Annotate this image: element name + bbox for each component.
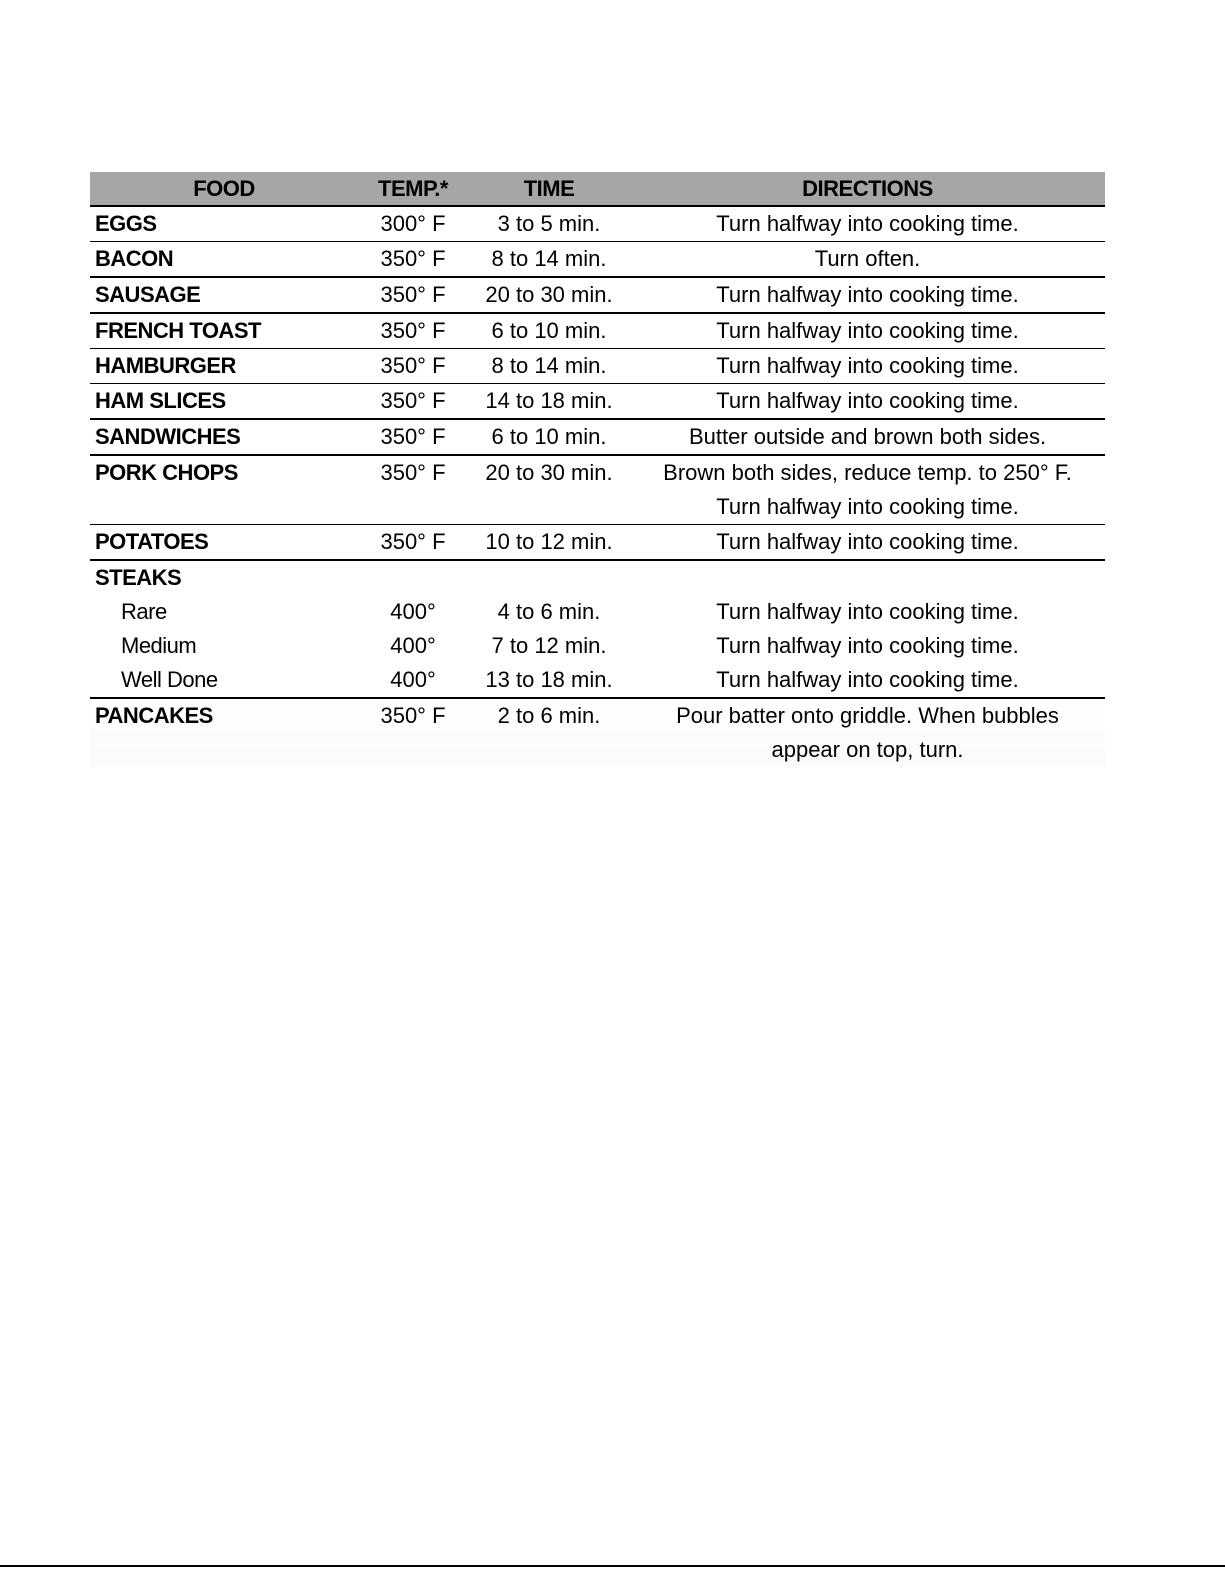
- food-cell: EGGS: [90, 206, 358, 242]
- temp-cell: 350° F: [358, 525, 468, 561]
- table-row: [90, 455, 1105, 525]
- directions-cell: Turn halfway into cooking time.: [630, 206, 1105, 242]
- directions-line-2: appear on top, turn.: [771, 737, 964, 762]
- time-cell: 4 to 6 min.: [468, 595, 630, 629]
- time-cell: 3 to 5 min.: [468, 206, 630, 242]
- temp-cell: 350° F: [358, 242, 468, 278]
- food-cell: PORK CHOPS: [90, 455, 358, 525]
- temp-cell: 350° F: [358, 455, 468, 525]
- temp-cell: 350° F: [358, 349, 468, 384]
- directions-cell: Turn halfway into cooking time.: [630, 349, 1105, 384]
- header-food: FOOD: [90, 172, 358, 206]
- temp-cell: 350° F: [358, 277, 468, 313]
- food-cell: FRENCH TOAST: [90, 313, 358, 349]
- page-bottom-rule: [0, 1565, 1225, 1567]
- cooking-chart: [90, 172, 1105, 767]
- food-cell: HAMBURGER: [90, 349, 358, 384]
- directions-cell: Turn halfway into cooking time.: [630, 595, 1105, 629]
- table-row: [90, 313, 1105, 349]
- directions-line-2: Turn halfway into cooking time.: [716, 494, 1019, 519]
- table-row: [90, 629, 1105, 663]
- table-row: [90, 277, 1105, 313]
- food-subitem-cell: Medium: [90, 629, 358, 663]
- time-cell: 8 to 14 min.: [468, 349, 630, 384]
- time-cell: 7 to 12 min.: [468, 629, 630, 663]
- directions-cell: Turn halfway into cooking time.: [630, 525, 1105, 561]
- temp-cell: 400°: [358, 595, 468, 629]
- table-row: [90, 349, 1105, 384]
- directions-cell: Turn halfway into cooking time.: [630, 663, 1105, 698]
- time-cell: 20 to 30 min.: [468, 455, 630, 525]
- time-cell: 14 to 18 min.: [468, 384, 630, 420]
- directions-line-1: Brown both sides, reduce temp. to 250° F.: [663, 460, 1072, 485]
- table-row: [90, 663, 1105, 698]
- temp-cell: 350° F: [358, 384, 468, 420]
- time-cell: 10 to 12 min.: [468, 525, 630, 561]
- directions-cell: [630, 698, 1105, 767]
- food-cell: HAM SLICES: [90, 384, 358, 420]
- food-subitem-cell: Rare: [90, 595, 358, 629]
- food-cell: SANDWICHES: [90, 419, 358, 455]
- food-cell: BACON: [90, 242, 358, 278]
- steaks-group-row: [90, 560, 1105, 595]
- food-cell: POTATOES: [90, 525, 358, 561]
- table-row: [90, 525, 1105, 561]
- food-cell: SAUSAGE: [90, 277, 358, 313]
- directions-cell: Turn halfway into cooking time.: [630, 277, 1105, 313]
- table-row: [90, 698, 1105, 767]
- directions-cell: Turn often.: [630, 242, 1105, 278]
- header-temp: TEMP.*: [358, 172, 468, 206]
- food-subitem-cell: Well Done: [90, 663, 358, 698]
- temp-cell: 350° F: [358, 698, 468, 767]
- time-cell: 2 to 6 min.: [468, 698, 630, 767]
- table-row: [90, 206, 1105, 242]
- temp-cell: 400°: [358, 629, 468, 663]
- time-cell: 6 to 10 min.: [468, 419, 630, 455]
- directions-cell: Turn halfway into cooking time.: [630, 629, 1105, 663]
- time-cell: 6 to 10 min.: [468, 313, 630, 349]
- temp-cell: 300° F: [358, 206, 468, 242]
- temp-cell: 350° F: [358, 419, 468, 455]
- food-cell: STEAKS: [90, 560, 358, 595]
- table-row: [90, 384, 1105, 420]
- directions-cell: [630, 455, 1105, 525]
- temp-cell: 350° F: [358, 313, 468, 349]
- time-cell: 20 to 30 min.: [468, 277, 630, 313]
- header-directions: DIRECTIONS: [630, 172, 1105, 206]
- time-cell: 13 to 18 min.: [468, 663, 630, 698]
- directions-cell: Turn halfway into cooking time.: [630, 384, 1105, 420]
- time-cell: 8 to 14 min.: [468, 242, 630, 278]
- table-row: [90, 419, 1105, 455]
- table-row: [90, 595, 1105, 629]
- directions-cell: Butter outside and brown both sides.: [630, 419, 1105, 455]
- table-row: [90, 242, 1105, 278]
- directions-cell: Turn halfway into cooking time.: [630, 313, 1105, 349]
- directions-line-1: Pour batter onto griddle. When bubbles: [676, 703, 1059, 728]
- cooking-table: [90, 172, 1105, 767]
- temp-cell: 400°: [358, 663, 468, 698]
- food-cell: PANCAKES: [90, 698, 358, 767]
- header-row: [90, 172, 1105, 206]
- header-time: TIME: [468, 172, 630, 206]
